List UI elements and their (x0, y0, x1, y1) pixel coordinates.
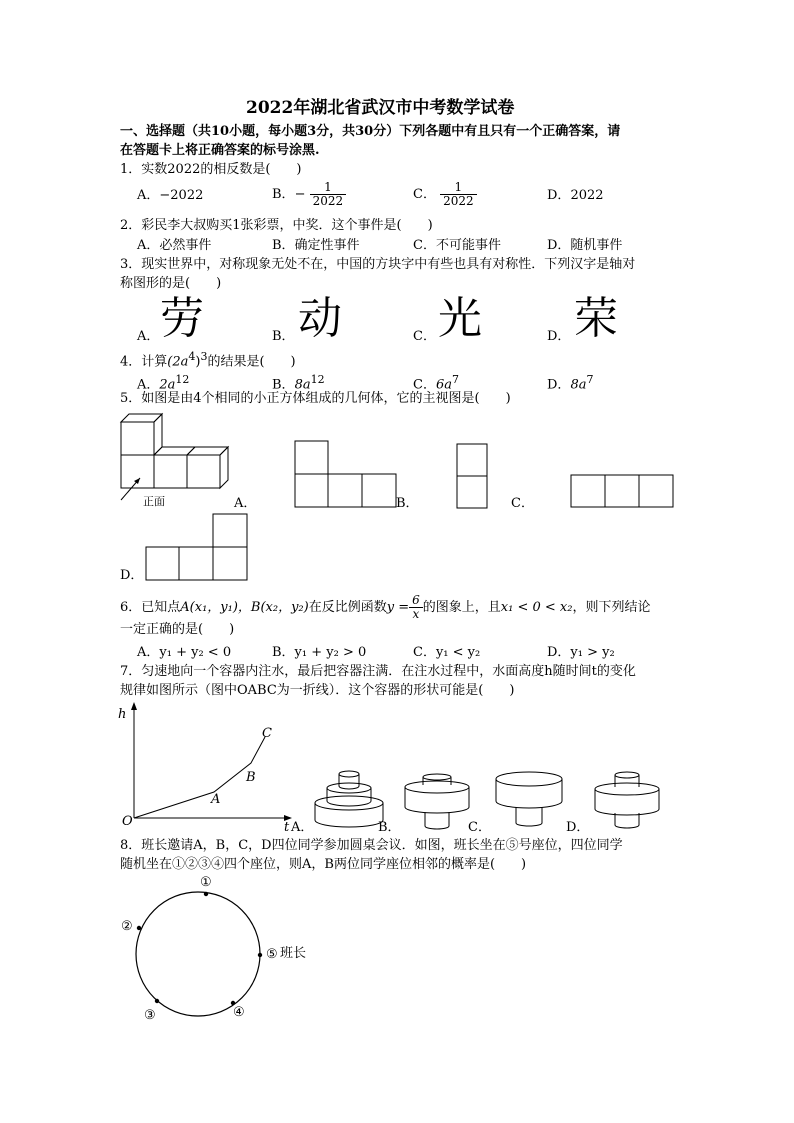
q7-point-a: A (211, 792, 221, 807)
q1-option-c: C． $\frac{1}{2022}$ (413, 180, 477, 210)
q6-option-c: C．y₁ < y₂ (413, 645, 481, 660)
q7-axis-t: t (284, 820, 290, 835)
q1-option-d: D．2022 (547, 188, 604, 203)
q3-option-c-char: 光 (438, 293, 482, 344)
q7-stem-line2: 规律如图所示（图中OABC为一折线）．这个容器的形状可能是( ) (120, 683, 515, 698)
q7-origin-label: O (122, 814, 133, 829)
q5-option-a-label: A． (234, 496, 257, 511)
q5-stem: 5．如图是由4个相同的小正方体组成的几何体，它的主视图是( ) (120, 391, 511, 406)
q7-option-c-container (494, 771, 564, 833)
q8-seat-4: ④ (233, 1005, 245, 1020)
q3-option-c-label: C． (413, 329, 436, 344)
q8-seat-2: ② (121, 919, 133, 934)
q7-stem-line1: 7．匀速地向一个容器内注水，最后把容器注满．在注水过程中，水面高度h随时间t的变化 (120, 664, 636, 679)
q4-option-d: D．$8a^7$ (547, 373, 594, 393)
q3-stem-line1: 3．现实世界中，对称现象无处不在，中国的方块字中有些也具有对称性．下列汉字是轴对 (120, 257, 636, 272)
q5-option-b-label: B． (396, 496, 419, 511)
q8-stem-line1: 8．班长邀请A，B，C，D四位同学参加圆桌会议．如图，班长坐在⑤号座位，四位同学 (120, 838, 623, 853)
q7-option-d-label: D． (566, 820, 590, 835)
q7-point-c: C (262, 726, 272, 741)
q2-option-c: C．不可能事件 (413, 238, 501, 253)
q2-stem: 2．彩民李大叔购买1张彩票，中奖．这个事件是( ) (120, 218, 433, 233)
q5-option-d-label: D． (120, 568, 144, 583)
q1-option-c-fraction: $\frac{1}{2022}$ (440, 181, 477, 208)
q2-option-d: D．随机事件 (547, 238, 623, 253)
q6-option-a: A．y₁ + y₂ < 0 (137, 645, 232, 660)
q5-cube-figure (118, 410, 243, 510)
q1-option-a: A．−2022 (137, 188, 204, 203)
q1-stem: 1．实数2022的相反数是( ) (120, 162, 302, 177)
q8-round-table (132, 893, 264, 1015)
q8-seat-1: ① (200, 875, 212, 890)
q5-front-label: 正面 (143, 495, 165, 508)
q3-option-a-char: 劳 (160, 293, 204, 344)
q3-stem-line2: 称图形的是( ) (120, 276, 222, 291)
q7-option-b-label: B． (378, 820, 401, 835)
q3-option-d-char: 荣 (574, 293, 618, 344)
q8-seat-3: ③ (144, 1008, 156, 1023)
q5-option-a-view (294, 440, 398, 508)
q4-option-c: C．$6a^7$ (413, 373, 459, 393)
q4-option-a: A．$2a^{12}$ (137, 373, 190, 393)
q7-axis-h: h (118, 707, 127, 722)
q5-option-b-view (456, 443, 488, 509)
q8-leader-label: 班长 (280, 946, 307, 961)
q3-option-b-label: B． (272, 329, 295, 344)
q5-option-c-label: C． (511, 496, 534, 511)
q4-stem: 4．计算$(2a^4)^3$的结果是( ) (120, 350, 296, 370)
q5-option-d-view (145, 513, 249, 581)
q3-option-a-label: A． (137, 329, 160, 344)
section-instructions-line1: 一、选择题（共10小题，每小题3分，共30分）下列各题中有且只有一个正确答案，请 (120, 124, 621, 139)
q7-option-a-container (312, 770, 386, 832)
q7-option-d-container (592, 771, 662, 833)
page-title: 2022年湖北省武汉市中考数学试卷 (246, 98, 515, 118)
q2-option-a: A．必然事件 (137, 238, 212, 253)
q5-option-c-view (570, 474, 674, 508)
q1-option-b-fraction: $\frac{1}{2022}$ (310, 181, 347, 208)
q7-option-a-label: A． (291, 820, 314, 835)
q3-option-d-label: D． (547, 329, 571, 344)
q2-option-b: B．确定性事件 (272, 238, 360, 253)
q7-option-b-container (402, 773, 472, 833)
q3-option-b-char: 动 (298, 293, 342, 344)
q7-option-c-label: C． (468, 820, 491, 835)
q6-option-b: B．y₁ + y₂ > 0 (272, 645, 367, 660)
q6-stem-line2: 一定正确的是( ) (120, 622, 235, 637)
q1-option-b: B．− $\frac{1}{2022}$ (272, 180, 346, 210)
q8-seat-5: ⑤ (266, 947, 278, 962)
q4-option-b: B．$8a^{12}$ (272, 373, 325, 393)
q6-option-d: D．y₁ > y₂ (547, 645, 615, 660)
section-instructions-line2: 在答题卡上将正确答案的标号涂黑. (120, 143, 320, 158)
q8-stem-line2: 随机坐在①②③④四个座位，则A，B两位同学座位相邻的概率是( ) (120, 857, 527, 872)
q6-stem-line1: 6．已知点A(x₁，y₁)，B(x₂，y₂)在反比例函数y = $\frac{6}{x}$ 的图象上，且x₁ < 0 < x₂，则下列结论 (120, 593, 651, 621)
q6-function-fraction: $\frac{6}{x}$ (409, 594, 423, 621)
q7-ht-graph (118, 700, 298, 835)
q7-point-b: B (246, 770, 256, 785)
